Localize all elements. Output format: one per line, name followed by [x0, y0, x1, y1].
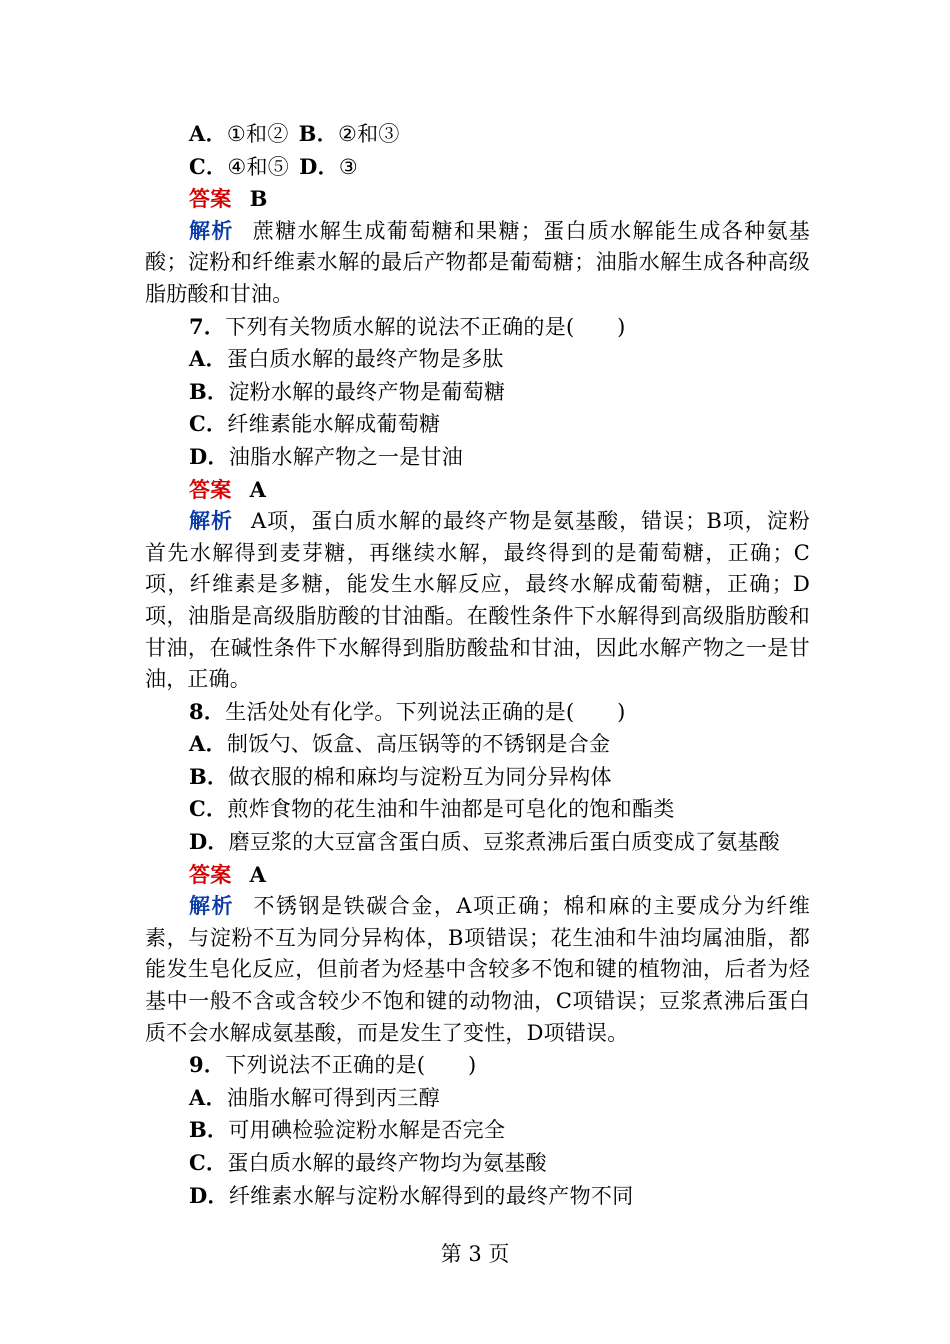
option-letter: D．	[189, 1182, 229, 1208]
q6-answer-label: 答案	[189, 187, 232, 212]
q7-option-d	[145, 441, 810, 474]
option-letter: B．	[189, 378, 229, 404]
option-letter: C．	[189, 411, 228, 437]
q6-options-row-2	[145, 151, 810, 184]
option-text: 煎炸食物的花生油和牛油都是可皂化的饱和酯类	[227, 797, 675, 822]
q7-option-a	[145, 343, 810, 376]
option-text: 油脂水解产物之一是甘油	[228, 444, 464, 469]
q9-number: 9．	[189, 1052, 226, 1078]
option-letter: B．	[189, 763, 229, 789]
q8-explanation-label: 解析	[189, 894, 235, 919]
q8-answer-label: 答案	[189, 862, 232, 887]
q8-stem-text: 生活处处有化学。下列说法正确的是( )	[225, 699, 626, 724]
q7-option-c	[145, 408, 810, 441]
q8-option-a	[145, 728, 810, 761]
q6-option-a-letter: A．	[189, 121, 227, 146]
q6-explanation-label: 解析	[189, 218, 234, 243]
option-text: 可用碘检验淀粉水解是否完全	[228, 1118, 506, 1143]
option-text: 油脂水解可得到丙三醇	[226, 1085, 440, 1110]
q8-answer	[145, 859, 810, 892]
document-body	[145, 118, 810, 1212]
option-text: 淀粉水解的最终产物是葡萄糖	[228, 379, 506, 404]
q9-stem-text: 下列说法不正确的是( )	[225, 1053, 477, 1078]
q6-explanation	[145, 216, 810, 311]
q9-stem	[145, 1049, 810, 1082]
option-letter: D．	[189, 443, 229, 469]
q7-number: 7．	[189, 313, 226, 339]
page-number: 第 3 页	[440, 1242, 510, 1266]
q6-options-row-1	[145, 118, 810, 151]
q8-explanation	[145, 891, 810, 1049]
q6-option-d-text: ③	[338, 154, 359, 179]
option-text: 制饭勺、饭盒、高压锅等的不锈钢是合金	[226, 732, 611, 757]
q8-option-b	[145, 761, 810, 794]
q6-option-a-text: ①和②	[226, 122, 289, 146]
q6-option-c-text: ④和⑤	[227, 154, 290, 179]
q6-answer-value: B	[249, 186, 268, 212]
q7-stem-text: 下列有关物质水解的说法不正确的是( )	[225, 314, 626, 339]
q9-option-a	[145, 1082, 810, 1115]
q8-stem	[145, 696, 810, 729]
q7-stem	[145, 311, 810, 344]
q7-answer-value: A	[249, 476, 267, 502]
q7-answer-label: 答案	[189, 477, 232, 502]
q9-option-b	[145, 1114, 810, 1147]
option-letter: C．	[189, 1150, 228, 1175]
q6-option-b-text: ②和③	[338, 122, 400, 146]
option-text: 纤维素水解与淀粉水解得到的最终产物不同	[228, 1183, 634, 1208]
option-letter: A．	[189, 346, 227, 372]
option-letter: D．	[189, 829, 229, 855]
q8-answer-value: A	[249, 861, 267, 887]
q9-option-d	[145, 1180, 810, 1213]
option-text: 蛋白质水解的最终产物是多肽	[226, 347, 504, 372]
q8-explanation-text: 不锈钢是铁碳合金，A项正确；棉和麻的主要成分为纤维素，与淀粉不互为同分异构体，B项错误；花生油和牛油均属油脂，都能发生皂化反应，但前者为烃基中含较多不饱和键的植物油，后者为烃基中一般不含或含较少不饱和键的动物油，C项错误；豆浆煮沸后蛋白质不会水解成氨基酸，而是发生了变性，D项错误。	[145, 894, 810, 1045]
option-text: 磨豆浆的大豆富含蛋白质、豆浆煮沸后蛋白质变成了氨基酸	[228, 830, 780, 855]
q7-answer	[145, 474, 810, 507]
option-letter: A．	[189, 731, 227, 757]
q6-option-b-letter: B．	[298, 121, 338, 146]
q7-explanation	[145, 506, 810, 696]
option-letter: A．	[189, 1084, 227, 1110]
q7-explanation-text: A项，蛋白质水解的最终产物是氨基酸，错误；B项，淀粉首先水解得到麦芽糖，再继续水解，最终得到的是葡萄糖，正确；C项，纤维素是多糖，能发生水解反应，最终水解成葡萄糖，正确；D项，油脂是高级脂肪酸的甘油酯。在酸性条件下水解得到高级脂肪酸和甘油，在碱性条件下水解得到脂肪酸盐和甘油，因此水解产物之一是甘油，正确。	[145, 509, 810, 692]
q6-explanation-text: 蔗糖水解生成葡萄糖和果糖；蛋白质水解能生成各种氨基酸；淀粉和纤维素水解的最后产物都是葡萄糖；油脂水解生成各种高级脂肪酸和甘油。	[145, 218, 810, 306]
q9-option-c	[145, 1147, 810, 1180]
q8-number: 8．	[189, 698, 226, 724]
option-text: 做衣服的棉和麻均与淀粉互为同分异构体	[228, 764, 612, 789]
q8-option-d	[145, 826, 810, 859]
q8-option-c	[145, 793, 810, 826]
q7-option-b	[145, 376, 810, 409]
option-text: 蛋白质水解的最终产物均为氨基酸	[227, 1151, 547, 1175]
q6-option-c-letter: C．	[189, 153, 228, 179]
option-letter: B．	[189, 1117, 229, 1143]
q6-option-d-letter: D．	[299, 153, 339, 179]
q6-answer	[145, 183, 810, 216]
option-text: 纤维素能水解成葡萄糖	[227, 412, 441, 437]
option-letter: C．	[189, 796, 228, 822]
q7-explanation-label: 解析	[189, 509, 233, 534]
